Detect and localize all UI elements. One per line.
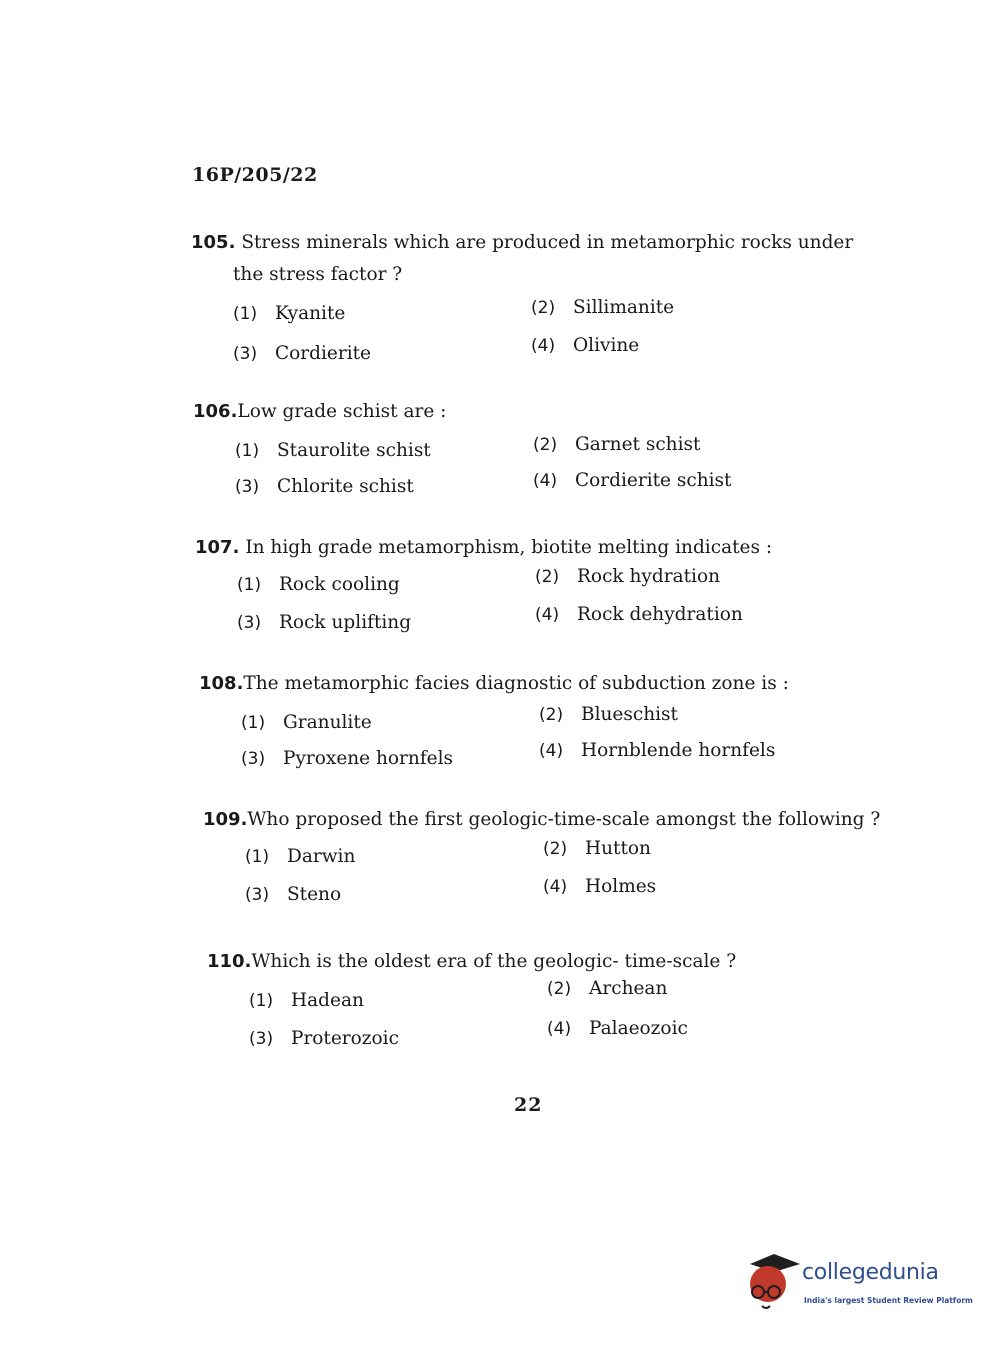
question-text: Low grade schist are : [237,401,447,422]
options [203,838,843,926]
option-4: (4) Rock dehydration [535,604,743,625]
mascot-icon [744,1250,802,1314]
question-text: Stress minerals which are produced in metamorphic rocks under [241,232,854,253]
logo-brand: collegedunia [802,1260,939,1285]
option-3: (3) Steno [245,884,342,905]
question-text: Who proposed the first geologic-time-scale amongst the following ? [247,809,881,830]
question-number: 107. [195,537,240,558]
options [195,566,835,654]
option-1: (1) Rock cooling [237,574,400,595]
option-3: (3) Cordierite [233,343,371,364]
option-2: (2) Blueschist [539,704,678,725]
paper-code: 16P/205/22 [192,164,318,186]
option-3: (3) Rock uplifting [237,612,412,633]
question-number: 106. [193,401,238,422]
options [193,434,833,520]
option-3: (3) Pyroxene hornfels [241,748,454,769]
question-108 [199,670,839,792]
option-3: (3) Chlorite schist [235,476,414,497]
question-105 [191,229,854,383]
question-number: 108. [199,673,244,694]
page-number: 22 [514,1094,543,1116]
question-text: The metamorphic facies diagnostic of subduction zone is : [243,673,789,694]
option-1: (1) Granulite [241,712,372,733]
watermark-logo [744,1250,974,1314]
question-number: 109. [203,809,248,830]
question-109 [203,806,881,926]
option-1: (1) Kyanite [233,303,346,324]
option-4: (4) Olivine [531,335,640,356]
option-2: (2) Hutton [543,838,651,859]
option-1: (1) Darwin [245,846,356,867]
option-2: (2) Rock hydration [535,566,721,587]
question-number: 110. [207,951,252,972]
options [199,704,839,792]
logo-tagline: India's largest Student Review Platform [804,1296,973,1305]
options [191,297,831,383]
option-2: (2) Sillimanite [531,297,675,318]
question-110 [207,948,847,1070]
question-text: In high grade metamorphism, biotite melting indicates : [245,537,773,558]
question-number: 105. [191,232,236,253]
option-4: (4) Holmes [543,876,657,897]
question-106 [193,398,833,520]
question-text: Which is the oldest era of the geologic- time-scale ? [251,951,737,972]
option-1: (1) Staurolite schist [235,440,431,461]
option-4: (4) Palaeozoic [547,1018,688,1039]
option-2: (2) Archean [547,978,668,999]
option-4: (4) Hornblende hornfels [539,740,776,761]
options [207,978,847,1070]
option-3: (3) Proterozoic [249,1028,399,1049]
option-4: (4) Cordierite schist [533,470,732,491]
option-1: (1) Hadean [249,990,364,1011]
question-text-continuation: the stress factor ? [233,264,403,285]
option-2: (2) Garnet schist [533,434,701,455]
question-107 [195,534,835,654]
